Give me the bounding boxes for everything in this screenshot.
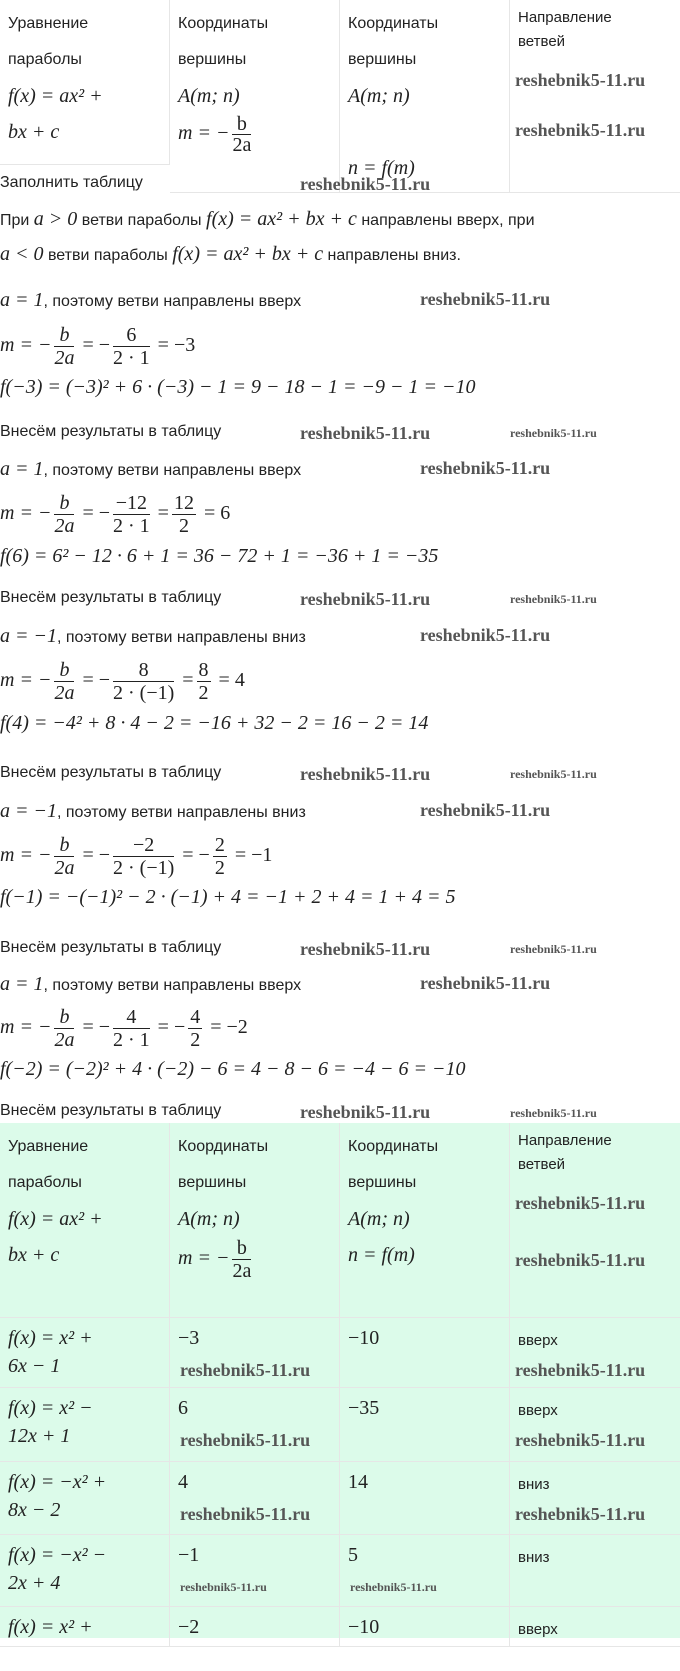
fraction xyxy=(54,834,74,879)
fraction-num: 4 xyxy=(113,1006,150,1029)
direction-text: , поэтому ветви направлены вниз xyxy=(57,629,306,646)
equation-line: 12x + 1 xyxy=(8,1425,71,1447)
step-a-value xyxy=(0,289,680,312)
fraction-den: 2 · (−1) xyxy=(113,857,175,879)
equation-line: 2x + 4 xyxy=(8,1572,61,1594)
f-value: f(−3) = (−3)² + 6 · (−3) − 1 = 9 − 18 − 1 = −9 − 1 = −10 xyxy=(0,376,476,398)
m-value: 4 xyxy=(178,1471,188,1493)
equation-line: f(x) = x² − xyxy=(8,1397,93,1419)
watermark: reshebnik5-11.ru xyxy=(515,1193,646,1213)
fraction-num: b xyxy=(54,324,74,347)
watermark: reshebnik5-11.ru xyxy=(180,1360,311,1380)
direction-value: вверх xyxy=(518,1621,558,1638)
m-result: = xyxy=(182,669,194,692)
m-formula: m = − xyxy=(178,122,230,145)
header-label: Координаты xyxy=(348,15,439,32)
watermark: reshebnik5-11.ru xyxy=(420,625,551,645)
fraction-den: 2 · 1 xyxy=(113,1029,150,1051)
fraction-num: −12 xyxy=(113,492,150,515)
fraction-den: 2a xyxy=(232,1260,252,1282)
header-cell-vertex-n xyxy=(340,0,510,193)
fraction xyxy=(54,659,74,704)
watermark: reshebnik5-11.ru xyxy=(420,973,551,993)
m-value: −1 xyxy=(178,1544,200,1566)
m-result: = − xyxy=(157,1016,186,1039)
header-cell-equation xyxy=(0,1123,170,1318)
n-formula: n = f(m) xyxy=(348,1244,415,1266)
a-value: a = −1 xyxy=(0,625,57,647)
row-equation xyxy=(0,1535,170,1607)
step-a-value xyxy=(0,800,680,823)
row-equation xyxy=(0,1318,170,1388)
step-m-calc xyxy=(0,659,680,704)
row-n xyxy=(340,1607,510,1647)
header-label: вершины xyxy=(178,1174,247,1191)
fraction-num: b xyxy=(232,1237,251,1260)
step-m-calc xyxy=(0,1006,680,1051)
rule-math: a > 0 xyxy=(33,208,78,230)
header-label: Координаты xyxy=(348,1138,439,1155)
watermark: reshebnik5-11.ru xyxy=(510,1106,597,1120)
m-result: = −3 xyxy=(157,334,196,357)
watermark: reshebnik5-11.ru xyxy=(510,767,597,781)
header-cell-direction xyxy=(510,0,680,193)
n-value: 14 xyxy=(348,1471,368,1493)
step-m-calc xyxy=(0,834,680,879)
fraction-den: 2 · 1 xyxy=(113,515,150,537)
a-value: a = 1 xyxy=(0,289,44,311)
fraction-num: 4 xyxy=(190,1006,201,1028)
fraction-den: 2 xyxy=(214,857,225,879)
fraction-den: 2 xyxy=(190,1029,201,1051)
watermark: reshebnik5-11.ru xyxy=(300,1102,431,1122)
watermark: reshebnik5-11.ru xyxy=(510,426,597,440)
watermark: reshebnik5-11.ru xyxy=(515,70,646,90)
fraction-den: 2 xyxy=(178,515,189,537)
row-n xyxy=(340,1462,510,1535)
watermark: reshebnik5-11.ru xyxy=(350,1580,437,1594)
row-m xyxy=(170,1607,340,1647)
watermark: reshebnik5-11.ru xyxy=(300,764,431,784)
fraction-den: 2 · (−1) xyxy=(113,682,175,704)
m-mid: = − xyxy=(82,844,110,867)
row-m xyxy=(170,1535,340,1607)
row-direction xyxy=(510,1388,680,1462)
header-cell-equation xyxy=(0,0,170,165)
fraction-num: b xyxy=(54,659,74,682)
fraction-num: b xyxy=(54,1006,74,1029)
m-result: = 4 xyxy=(218,669,245,692)
fraction-den: 2a xyxy=(232,134,252,156)
save-results-text: Внесём результаты в таблицу xyxy=(0,1102,222,1119)
watermark: reshebnik5-11.ru xyxy=(180,1580,267,1594)
step-a-value xyxy=(0,973,680,996)
fraction-num: −2 xyxy=(113,834,174,857)
header-label: вершины xyxy=(348,1174,417,1191)
a-value: a = −1 xyxy=(0,800,57,822)
m-result: = −1 xyxy=(234,844,273,867)
direction-value: вверх xyxy=(518,1332,558,1349)
m-prefix: m = − xyxy=(0,1016,52,1039)
row-n xyxy=(340,1535,510,1607)
rule-text: При xyxy=(0,212,30,229)
rule-math: f(x) = ax² + bx + c xyxy=(206,208,357,230)
header-cell-vertex-m xyxy=(170,1123,340,1318)
fraction-num: 8 xyxy=(113,659,174,682)
equation-line: 8x − 2 xyxy=(8,1499,61,1521)
col-vertex xyxy=(178,6,331,78)
watermark: reshebnik5-11.ru xyxy=(515,1430,646,1450)
f-value: f(−2) = (−2)² + 4 · (−2) − 6 = 4 − 8 − 6 = −4 − 6 = −10 xyxy=(0,1058,466,1080)
m-mid: = − xyxy=(82,334,110,357)
watermark: reshebnik5-11.ru xyxy=(515,1504,646,1524)
n-formula: n = f(m) xyxy=(348,157,415,179)
vertex-formula: A(m; n) xyxy=(178,85,240,107)
equation-line: 6x − 1 xyxy=(8,1355,61,1377)
step-f-calc xyxy=(0,712,680,735)
header-label: Уравнение xyxy=(8,1138,89,1155)
m-formula: m = − xyxy=(178,1247,230,1270)
vertex-formula: A(m; n) xyxy=(348,85,410,107)
fraction-den: 2 xyxy=(198,682,209,704)
row-n xyxy=(340,1318,510,1388)
watermark: reshebnik5-11.ru xyxy=(510,942,597,956)
general-equation: f(x) = ax² + xyxy=(8,85,103,107)
header-label: Координаты xyxy=(178,1138,269,1155)
header-label: Координаты xyxy=(178,15,269,32)
header-label: вершины xyxy=(348,51,417,68)
m-mid: = − xyxy=(82,1016,110,1039)
fraction xyxy=(113,492,150,537)
fraction xyxy=(188,1006,202,1051)
n-value: −35 xyxy=(348,1397,380,1419)
step-f-calc xyxy=(0,545,680,568)
rule-down xyxy=(0,243,680,266)
row-equation xyxy=(0,1388,170,1462)
intro-text: Заполнить таблицу xyxy=(0,174,143,191)
m-prefix: m = − xyxy=(0,502,52,525)
direction-value: вверх xyxy=(518,1402,558,1419)
fraction-den: 2a xyxy=(54,857,75,879)
f-value: f(6) = 6² − 12 · 6 + 1 = 36 − 72 + 1 = −36 + 1 = −35 xyxy=(0,545,439,567)
m-value: 6 xyxy=(178,1397,188,1419)
rule-math: a < 0 xyxy=(0,243,44,265)
fraction-den: 2 · 1 xyxy=(113,347,150,369)
save-results-text: Внесём результаты в таблицу xyxy=(0,589,222,606)
header-label: Направление xyxy=(518,9,612,26)
fraction-num: 2 xyxy=(214,834,225,856)
step-a-value xyxy=(0,625,680,648)
equation-line: f(x) = −x² − xyxy=(8,1544,107,1566)
watermark: reshebnik5-11.ru xyxy=(300,939,431,959)
rule-text: направлены вверх, при xyxy=(361,212,535,229)
rule-text: ветви параболы xyxy=(47,247,168,264)
m-result: = − xyxy=(182,844,210,867)
direction-value: вниз xyxy=(518,1476,550,1493)
general-equation: bx + c xyxy=(8,121,60,143)
watermark: reshebnik5-11.ru xyxy=(420,458,551,478)
rule-math: f(x) = ax² + bx + c xyxy=(172,243,324,265)
save-results-text: Внесём результаты в таблицу xyxy=(0,423,222,440)
watermark: reshebnik5-11.ru xyxy=(300,423,431,443)
save-results-text: Внесём результаты в таблицу xyxy=(0,939,222,956)
row-m xyxy=(170,1462,340,1535)
fraction xyxy=(113,324,150,369)
equation-line: f(x) = x² + xyxy=(8,1327,93,1349)
fraction xyxy=(197,659,211,704)
header-label: ветвей xyxy=(518,33,566,50)
fraction xyxy=(113,1006,150,1051)
row-equation xyxy=(0,1607,170,1647)
header-label: Уравнение xyxy=(8,15,89,32)
fraction-den: 2a xyxy=(54,682,75,704)
fraction-den: 2a xyxy=(54,515,75,537)
header-label: параболы xyxy=(8,1174,82,1191)
m-value: −2 xyxy=(178,1616,200,1638)
n-value: −10 xyxy=(348,1616,380,1638)
fraction-num: b xyxy=(232,114,251,135)
rule-up xyxy=(0,208,680,231)
fraction xyxy=(54,324,74,369)
fraction-num: b xyxy=(54,492,74,515)
watermark: reshebnik5-11.ru xyxy=(515,120,646,140)
step-m-calc xyxy=(0,492,680,537)
direction-text: , поэтому ветви направлены вверх xyxy=(43,293,302,310)
watermark: reshebnik5-11.ru xyxy=(300,174,431,194)
m-result: = −2 xyxy=(210,1016,248,1039)
fraction xyxy=(113,834,174,879)
col-vertex-n xyxy=(348,6,501,78)
row-direction xyxy=(510,1535,680,1607)
fraction-num: 12 xyxy=(173,492,194,514)
m-prefix: m = − xyxy=(0,334,52,357)
header-cell-vertex-n xyxy=(340,1123,510,1318)
general-equation: bx + c xyxy=(8,1244,60,1266)
col-equation xyxy=(8,6,161,78)
direction-text: , поэтому ветви направлены вниз xyxy=(57,804,306,821)
rule-text: направлены вниз. xyxy=(327,247,461,264)
row-n xyxy=(340,1388,510,1462)
watermark: reshebnik5-11.ru xyxy=(515,1360,646,1380)
a-value: a = 1 xyxy=(0,458,44,480)
fraction xyxy=(172,492,196,537)
save-results-text: Внесём результаты в таблицу xyxy=(0,764,222,781)
watermark: reshebnik5-11.ru xyxy=(510,592,597,606)
direction-text: , поэтому ветви направлены вверх xyxy=(43,462,302,479)
direction-value: вниз xyxy=(518,1549,550,1566)
fraction-num: 6 xyxy=(113,324,150,347)
watermark: reshebnik5-11.ru xyxy=(515,1250,646,1270)
header-cell-direction xyxy=(510,1123,680,1318)
equation-line: f(x) = −x² + xyxy=(8,1471,107,1493)
fraction-den: 2a xyxy=(54,347,75,369)
step-m-calc xyxy=(0,324,680,369)
m-mid: = − xyxy=(82,502,110,525)
vertex-formula: A(m; n) xyxy=(348,1208,410,1230)
fraction xyxy=(54,1006,74,1051)
header-label: вершины xyxy=(178,51,247,68)
m-result: = xyxy=(157,502,169,525)
row-m xyxy=(170,1388,340,1462)
fraction-num: b xyxy=(54,834,74,857)
row-direction xyxy=(510,1462,680,1535)
header-label: Направление xyxy=(518,1132,612,1149)
f-value: f(4) = −4² + 8 · 4 − 2 = −16 + 32 − 2 = 16 − 2 = 14 xyxy=(0,712,429,734)
fraction-den: 2a xyxy=(54,1029,75,1051)
rule-text: ветви параболы xyxy=(81,212,202,229)
n-value: −10 xyxy=(348,1327,380,1349)
direction-text: , поэтому ветви направлены вверх xyxy=(43,977,302,994)
m-mid: = − xyxy=(82,669,110,692)
fraction xyxy=(54,492,74,537)
col-direction xyxy=(518,6,672,54)
general-equation: f(x) = ax² + xyxy=(8,1208,103,1230)
n-value: 5 xyxy=(348,1544,358,1566)
m-result: = 6 xyxy=(203,502,231,525)
header-label: ветвей xyxy=(518,1156,566,1173)
row-direction xyxy=(510,1607,680,1647)
watermark: reshebnik5-11.ru xyxy=(420,800,551,820)
equation-line: f(x) = x² + xyxy=(8,1616,93,1638)
header-label: параболы xyxy=(8,51,82,68)
step-a-value xyxy=(0,458,680,481)
header-cell-vertex-m xyxy=(170,0,340,193)
step-f-calc xyxy=(0,886,680,909)
m-prefix: m = − xyxy=(0,844,52,867)
f-value: f(−1) = −(−1)² − 2 · (−1) + 4 = −1 + 2 + 4 = 1 + 4 = 5 xyxy=(0,886,456,908)
watermark: reshebnik5-11.ru xyxy=(300,589,431,609)
row-equation xyxy=(0,1462,170,1535)
m-prefix: m = − xyxy=(0,669,52,692)
a-value: a = 1 xyxy=(0,973,44,995)
watermark: reshebnik5-11.ru xyxy=(180,1504,311,1524)
vertex-formula: A(m; n) xyxy=(178,1208,240,1230)
step-f-calc xyxy=(0,1058,680,1081)
fraction-num: 8 xyxy=(198,659,209,681)
fraction xyxy=(213,834,227,879)
step-f-calc xyxy=(0,376,680,399)
m-value: −3 xyxy=(178,1327,200,1349)
fraction xyxy=(113,659,174,704)
watermark: reshebnik5-11.ru xyxy=(180,1430,311,1450)
watermark: reshebnik5-11.ru xyxy=(420,289,551,309)
